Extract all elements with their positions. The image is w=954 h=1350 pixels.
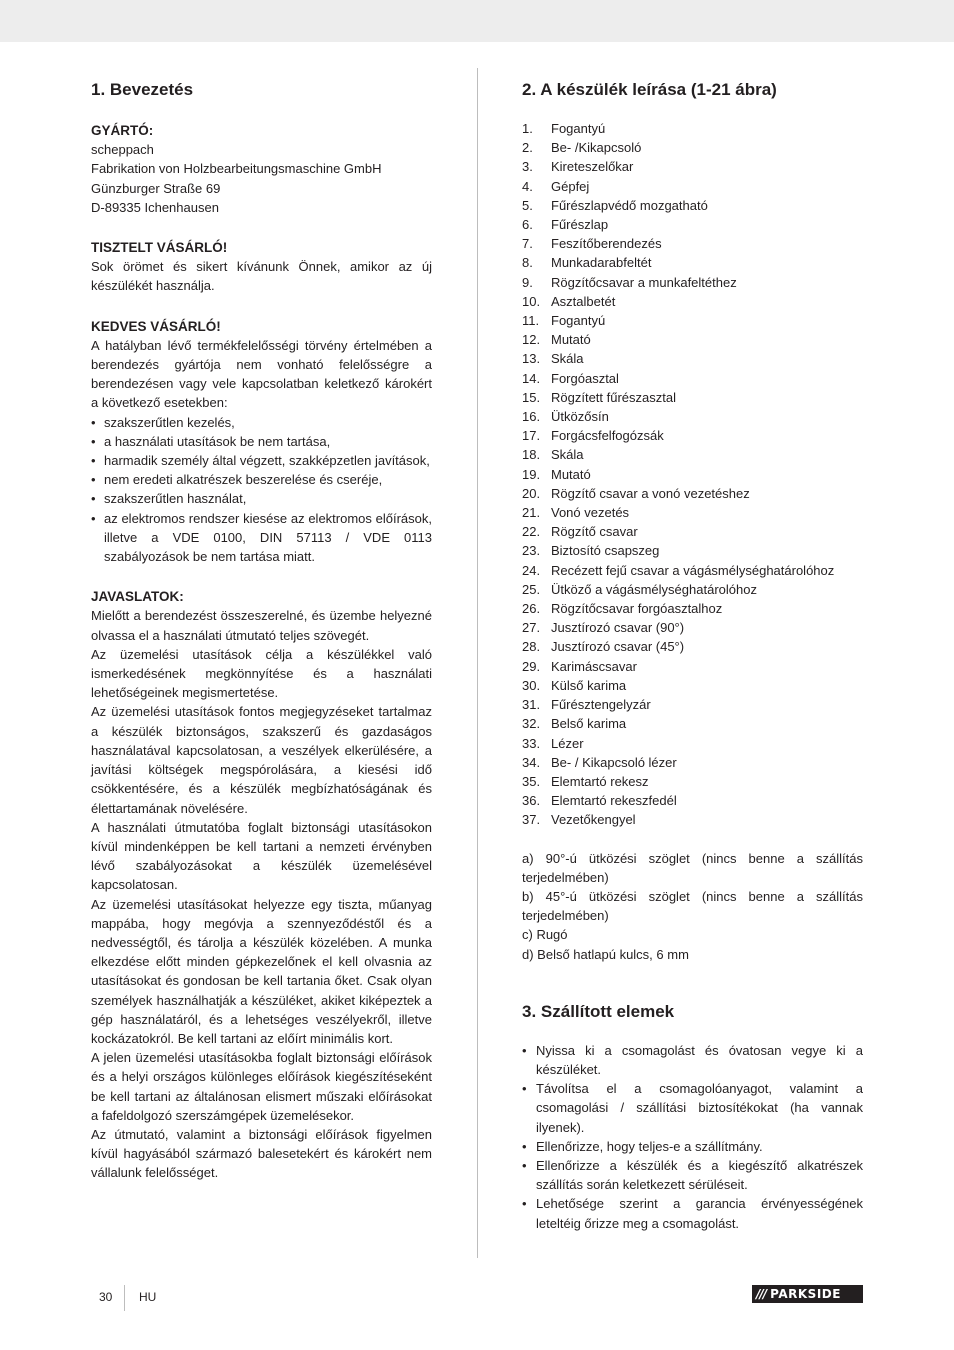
column-divider — [477, 68, 478, 1258]
part-label: Feszítőberendezés — [551, 236, 662, 252]
part-number: 15. — [522, 389, 541, 405]
parts-list — [522, 119, 863, 830]
part-number: 16. — [522, 409, 541, 425]
right-column — [522, 78, 863, 1233]
parts-list-item — [522, 695, 863, 714]
part-label: Rögzítő csavar — [551, 524, 638, 540]
parts-list-item — [522, 349, 863, 368]
part-label: Rögzítő csavar a vonó vezetéshez — [551, 485, 750, 501]
advice-paragraph: Mielőtt a berendezést összeszerelné, és üzembe helyezné olvassa el a használati útmutató teljes szövegét. — [91, 608, 432, 643]
list-item: • a használati utasítások be nem tartása, — [91, 432, 432, 451]
parts-list-item — [522, 292, 863, 311]
parts-list-item — [522, 119, 863, 138]
part-number: 13. — [522, 351, 541, 367]
list-item: • nem eredeti alkatrészek beszerelése és cseréje, — [91, 470, 432, 489]
parts-list-item — [522, 541, 863, 560]
parts-list-item — [522, 637, 863, 656]
part-label: Munkadarabfeltét — [551, 255, 652, 271]
part-label: Skála — [551, 447, 584, 463]
part-label: Fogantyú — [551, 313, 606, 329]
part-number: 20. — [522, 485, 541, 501]
part-number: 18. — [522, 447, 541, 463]
parts-list-item — [522, 426, 863, 445]
list-item: • szakszerűtlen használat, — [91, 489, 432, 508]
section-heading-description: 2. A készülék leírása (1-21 ábra) — [522, 80, 777, 99]
parts-list-item — [522, 618, 863, 637]
part-label: Külső karima — [551, 677, 627, 693]
part-label: Fűrésztengelyzár — [551, 697, 651, 713]
liability-text: A hatályban lévő termékfelelősségi törvény értelmében a berendezés gyártója nem vonható felelősségre a berendezésen vagy vele kapcsolatban keletkező károkért a következő esetekben: — [91, 337, 432, 411]
advice-paragraph: A jelen üzemelési utasításokba foglalt biztonsági előírások és a helyi országos különleges előírások kiegészítéseként be kell tartani az általánosan elismert műszaki előírásokat a fafeldolgozó szerszámgépek üzemelésekor. — [91, 1050, 432, 1123]
advice-paragraph: Az üzemelési utasítások fontos megjegyzéseket tartalmaz a készülék biztonságos, szakszerű és gazdaságos használatával kapcsolatosan, a veszélyek elkerülésére, a javítási költségek megspórolására, a kiesési idő csökkentésére, és a készülék megbízhatóságának és élettartamának növelésére. — [91, 704, 432, 816]
parts-list-item — [522, 157, 863, 176]
dear-customer-label: TISZTELT VÁSÁRLÓ! — [91, 240, 228, 256]
extra-item: d) Belső hatlapú kulcs, 6 mm — [522, 946, 689, 962]
parts-list-item — [522, 580, 863, 599]
part-number: 29. — [522, 658, 541, 674]
parkside-logo — [752, 1285, 863, 1303]
list-item: • Lehetősége szerint a garancia érvényességének leteltéig őrizze meg a csomagolást. — [522, 1194, 863, 1232]
part-number: 17. — [522, 428, 541, 444]
advice-paragraph: Az üzemelési utasításokat helyezze egy tiszta, műanyag mappába, hogy megóvja a szennyeződéstől és a nedvességtől, és tárolja a készülék közelében. A munka elkezdése előtt minden gépkezelőnek el kell olvasnia az utasításokat és gondosan be kell tartania őket. Csak olyan személyek használhatják a készüléket, akiket kiképeztek a gép használatáról, és a lehetséges veszélyekről, illetve kockázatokról. Be kell tartani az előírt minimális kort. — [91, 896, 432, 1046]
part-label: Recézett fejű csavar a vágásmélységhatárolóhoz — [551, 562, 835, 578]
part-number: 37. — [522, 812, 541, 828]
part-label: Kireteszelőkar — [551, 159, 634, 175]
parts-list-item — [522, 599, 863, 618]
parts-list-item — [522, 657, 863, 676]
manufacturer-label: GYÁRTÓ: — [91, 123, 154, 138]
part-number: 34. — [522, 754, 541, 770]
part-number: 14. — [522, 370, 541, 386]
left-column — [91, 78, 432, 1183]
part-label: Skála — [551, 351, 584, 367]
part-label: Rögzített fűrészasztal — [551, 389, 676, 405]
list-item: • Ellenőrizze a készülék és a kiegészítő alkatrészek szállítás során keletkezett sérüléseit. — [522, 1156, 863, 1194]
top-bar — [0, 0, 954, 42]
part-label: Karimáscsavar — [551, 658, 637, 674]
parts-list-item — [522, 234, 863, 253]
part-number: 10. — [522, 293, 541, 309]
parts-list-item — [522, 330, 863, 349]
part-number: 30. — [522, 677, 541, 693]
liability-list — [91, 413, 432, 567]
part-label: Mutató — [551, 332, 591, 348]
part-label: Belső karima — [551, 716, 627, 732]
part-label: Biztosító csapszeg — [551, 543, 660, 559]
part-number: 28. — [522, 639, 541, 655]
part-number: 36. — [522, 793, 541, 809]
part-label: Jusztírozó csavar (90°) — [551, 620, 685, 636]
list-item: • szakszerűtlen kezelés, — [91, 413, 432, 432]
part-number: 26. — [522, 601, 541, 617]
list-item: • Nyissa ki a csomagolást és óvatosan vegye ki a készüléket. — [522, 1041, 863, 1079]
part-label: Forgóasztal — [551, 370, 619, 386]
parts-list-item — [522, 311, 863, 330]
part-label: Rögzítőcsavar a munkafeltéthez — [551, 274, 737, 290]
parts-list-item — [522, 676, 863, 695]
extra-item: b) 45°-ú ütközési szöglet (nincs benne a szállítás terjedelmében) — [522, 888, 863, 924]
parts-list-item — [522, 734, 863, 753]
part-number: 31. — [522, 697, 541, 713]
advice-paragraph: A használati útmutatóba foglalt biztonsági utasításokon kívül mindenképpen be kell tartani a nemzeti érvényben lévő szabályozásokat a készülék üzemelésével kapcsolatosan. — [91, 819, 432, 893]
part-label: Be- / Kikapcsoló lézer — [551, 754, 677, 770]
section-heading-introduction: 1. Bevezetés — [91, 80, 194, 99]
part-label: Ütközősín — [551, 409, 609, 425]
part-label: Ütköző a vágásmélységhatárolóhoz — [551, 581, 757, 597]
advice-paragraph: Az üzemelési utasítások célja a készülékkel való ismerkedésének megkönnyítése és a használati lehetőségeinek megismertetése. — [91, 646, 432, 701]
part-label: Rögzítőcsavar forgóasztalhoz — [551, 601, 723, 617]
manufacturer-line: scheppach — [91, 142, 154, 158]
parts-list-item — [522, 810, 863, 829]
page-number: 30 — [99, 1290, 113, 1304]
part-number: 24. — [522, 562, 541, 578]
parts-list-item — [522, 791, 863, 810]
part-number: 7. — [522, 236, 533, 252]
part-number: 9. — [522, 274, 533, 290]
extra-item: a) 90°-ú ütközési szöglet (nincs benne a szállítás terjedelmében) — [522, 850, 863, 885]
list-item: • Ellenőrizze, hogy teljes-e a szállítmány. — [522, 1137, 863, 1156]
part-label: Asztalbetét — [551, 293, 616, 309]
manufacturer-line: D-89335 Ichenhausen — [91, 199, 219, 215]
parts-list-item — [522, 196, 863, 215]
part-label: Fogantyú — [551, 121, 606, 136]
manufacturer-line: Günzburger Straße 69 — [91, 180, 221, 196]
parts-list-item — [522, 561, 863, 580]
part-number: 3. — [522, 159, 533, 175]
extra-item: c) Rugó — [522, 927, 568, 943]
parts-list-item — [522, 445, 863, 464]
parts-list-item — [522, 465, 863, 484]
part-label: Vezetőkengyel — [551, 812, 636, 828]
language-code: HU — [139, 1290, 157, 1304]
part-label: Fűrészlap — [551, 217, 609, 233]
part-number: 12. — [522, 332, 541, 348]
logo-stripes-icon: /// — [756, 1287, 767, 1301]
delivery-list — [522, 1041, 863, 1233]
part-label: Be- /Kikapcsoló — [551, 140, 642, 156]
parts-list-item — [522, 138, 863, 157]
part-number: 4. — [522, 178, 533, 194]
list-item: • Távolítsa el a csomagolóanyagot, valamint a csomagolási / szállítási biztosítékokat (ha vannak ilyenek). — [522, 1079, 863, 1137]
part-number: 23. — [522, 543, 541, 559]
part-number: 22. — [522, 524, 541, 540]
parts-list-item — [522, 369, 863, 388]
parts-list-item — [522, 484, 863, 503]
list-item: • az elektromos rendszer kiesése az elektromos előírások, illetve a VDE 0100, DIN 57113 / VDE 0113 szabályozások be nem tartása miatt. — [91, 509, 432, 567]
part-number: 21. — [522, 505, 541, 521]
parts-list-item — [522, 273, 863, 292]
parts-list-item — [522, 388, 863, 407]
part-number: 11. — [522, 313, 540, 329]
list-item: • harmadik személy által végzett, szakképzetlen javítások, — [91, 451, 432, 470]
footer-divider — [124, 1285, 125, 1311]
part-number: 6. — [522, 217, 533, 233]
section-heading-delivery: 3. Szállított elemek — [522, 1001, 675, 1021]
part-number: 35. — [522, 773, 541, 789]
part-number: 25. — [522, 581, 541, 597]
part-number: 32. — [522, 716, 541, 732]
part-label: Lézer — [551, 735, 584, 751]
part-label: Mutató — [551, 466, 591, 482]
part-label: Gépfej — [551, 178, 590, 194]
part-label: Fűrészlapvédő mozgatható — [551, 197, 708, 213]
part-label: Vonó vezetés — [551, 505, 630, 521]
advice-paragraph: Az útmutató, valamint a biztonsági előírások figyelmen kívül hagyásából származó balesetekért és károkért nem vállalunk felelősséget. — [91, 1126, 432, 1181]
parts-list-item — [522, 215, 863, 234]
part-number: 2. — [522, 140, 533, 156]
part-number: 33. — [522, 735, 541, 751]
parts-list-item — [522, 177, 863, 196]
dear-customer-text: Sok örömet és sikert kívánunk Önnek, amikor az új készülékét használja. — [91, 259, 432, 294]
parts-list-item — [522, 714, 863, 733]
parts-list-item — [522, 753, 863, 772]
manufacturer-line: Fabrikation von Holzbearbeitungsmaschine GmbH — [91, 161, 382, 177]
part-label: Jusztírozó csavar (45°) — [551, 639, 685, 655]
part-label: Elemtartó rekeszfedél — [551, 793, 677, 809]
part-number: 5. — [522, 197, 533, 213]
advice-label: JAVASLATOK: — [91, 589, 184, 605]
parts-list-item — [522, 772, 863, 791]
part-number: 27. — [522, 620, 541, 636]
parts-list-item — [522, 407, 863, 426]
part-label: Forgácsfelfogózsák — [551, 428, 664, 444]
part-number: 19. — [522, 466, 541, 482]
liability-label: KEDVES VÁSÁRLÓ! — [91, 318, 221, 334]
logo-text: PARKSIDE — [770, 1287, 841, 1301]
parts-list-item — [522, 503, 863, 522]
parts-list-item — [522, 522, 863, 541]
part-number: 8. — [522, 255, 533, 271]
part-number: 1. — [522, 121, 533, 136]
parts-list-item — [522, 253, 863, 272]
part-label: Elemtartó rekesz — [551, 773, 649, 789]
